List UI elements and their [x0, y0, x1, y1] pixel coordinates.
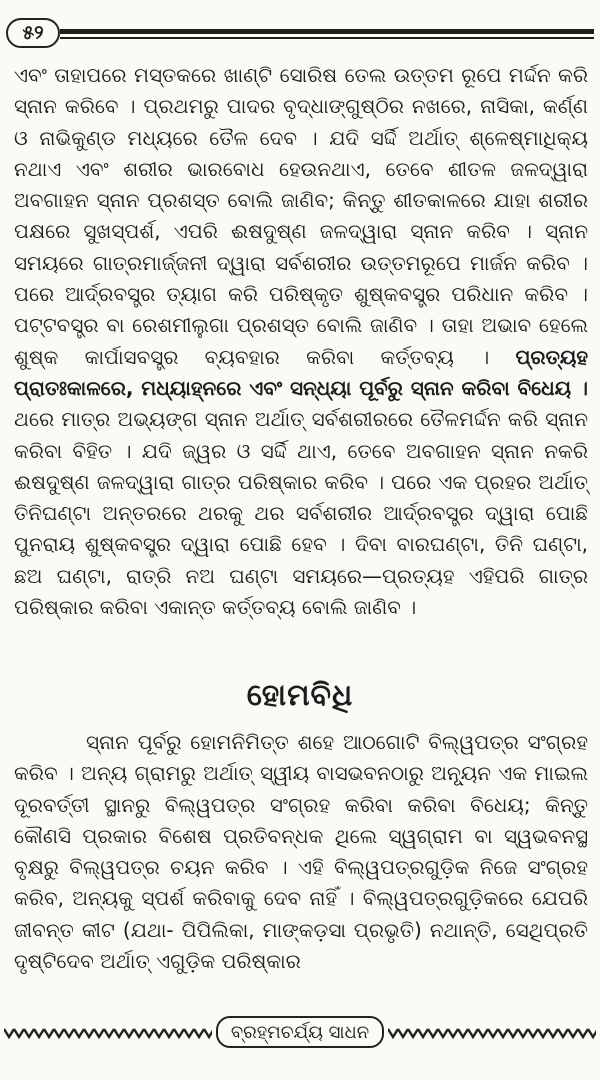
footer-ornament-left — [4, 1026, 212, 1040]
paragraph-text: ଏବଂ ତାହାପରେ ମସ୍ତକରେ ଖାଣ୍ଟି ସୋରିଷ ତେଲ ଉତ୍ତମ ରୂପେ ମର୍ଦ୍ଦନ କରି ସ୍ନାନ କରିବେ । ପ୍ରଥମରୁ ପାଦର ବୃଦ୍ଧାଙ୍ଗୁଷ୍ଠିର ନଖରେ, ନାସିକା, କର୍ଣ୍ଣ ଓ ନାଭିକୁଣ୍ଡ ମଧ୍ୟରେ ତୈଳ ଦେବ । ଯଦି ସର୍ଦ୍ଦି ଅର୍ଥାତ୍ ଶ୍ଳେଷ୍ମାଧିକ୍ୟ ନଥାଏ ଏବଂ ଶରୀର ଭାରବୋଧ ହେଉନଥାଏ, ତେବେ ଶୀତଳ ଜଳଦ୍ୱାରା ଅବଗାହନ ସ୍ନାନ ପ୍ରଶସ୍ତ ବୋଲି ଜାଣିବ; କିନ୍ତୁ ଶୀତକାଳରେ ଯାହା ଶରୀର ପକ୍ଷରେ ସୁଖସ୍ପର୍ଶ, ଏପରି ଈଷଦୁଷ୍ଣ ଜଳଦ୍ୱାରା ସ୍ନାନ କରିବ । ସ୍ନାନ ସମୟରେ ଗାତ୍ରମାର୍ଜ୍ଜନୀ ଦ୍ୱାରା ସର୍ବଶରୀର ଉତ୍ତମରୂପେ ମାର୍ଜନ କରିବ । ପରେ ଆର୍ଦ୍ରବସ୍ତ୍ର ତ୍ୟାଗ କରି ପରିଷ୍କୃତ ଶୁଷ୍କବସ୍ତ୍ର ପରିଧାନ କରିବ । ପଟ୍ଟବସ୍ତ୍ର ବା ରେଶମୀଲୁଗା ପ୍ରଶସ୍ତ ବୋଲି ଜାଣିବ । ତାହା ଅଭାବ ହେଲେ ଶୁଷ୍କ କାର୍ପାସବସ୍ତ୍ର ବ୍ୟବହାର କରିବା କର୍ତ୍ତବ୍ୟ । — [14, 63, 588, 369]
paragraph-text: ଥରେ ମାତ୍ର ଅଭ୍ୟଙ୍ଗ ସ୍ନାନ ଅର୍ଥାତ୍ ସର୍ବଶରୀରରେ ତୈଳମର୍ଦ୍ଦନ କରି ସ୍ନାନ କରିବା ବିହିତ । ଯଦି ଜ୍ୱର ଓ ସର୍ଦ୍ଦି ଥାଏ, ତେବେ ଅବଗାହନ ସ୍ନାନ ନକରି ଈଷଦୁଷ୍ଣ ଜଳଦ୍ୱାରା ଗାତ୍ର ପରିଷ୍କାର କରିବ । ପରେ ଏକ ପ୍ରହର ଅର୍ଥାତ୍ ତିନିଘଣ୍ଟା ଅନ୍ତରରେ ଥରକୁ ଥର ସର୍ବଶରୀର ଆର୍ଦ୍ରବସ୍ତ୍ର ଦ୍ୱାରା ପୋଛି ପୁନରାୟ ଶୁଷ୍କବସ୍ତ୍ର ଦ୍ୱାରା ପୋଛି ହେବ । ଦିବା ବାରଘଣ୍ଟା, ତିନି ଘଣ୍ଟା, ଛଅ ଘଣ୍ଟା, ରାତ୍ରି ନଅ ଘଣ୍ଟା ସମୟରେ—ପ୍ରତ୍ୟହ ଏହିପରି ଗାତ୍ର ପରିଷ୍କାର କରିବା ଏକାନ୍ତ କର୍ତ୍ତବ୍ୟ ବୋଲି ଜାଣିବ । — [14, 407, 588, 620]
emphasized-text: ପ୍ରତ୍ୟହ ପ୍ରାତଃକାଳରେ, ମଧ୍ୟାହ୍ନରେ ଏବଂ ସନ୍ଧ୍ୟା ପୂର୍ବରୁ ସ୍ନାନ କରିବା ବିଧେୟ । — [14, 344, 588, 400]
header-rule-thin — [60, 37, 594, 39]
page-header — [6, 18, 594, 52]
section-body — [14, 727, 588, 977]
footer-ornament-right — [388, 1026, 596, 1040]
header-rule — [60, 29, 594, 34]
paragraph-1 — [14, 60, 588, 623]
page-number: ୫୨ — [6, 18, 60, 48]
section-paragraph: ସ୍ନାନ ପୂର୍ବରୁ ହୋମନିମିତ୍ତ ଶହେ ଆଠଗୋଟି ବିଲ୍ୱପତ୍ର ସଂଗ୍ରହ କରିବ । ଅନ୍ୟ ଗ୍ରାମରୁ ଅର୍ଥାତ୍ ସ୍ୱୀୟ ବାସଭବନଠାରୁ ଅନ୍ୟୂନ ଏକ ମାଇଲ ଦୂରବର୍ତ୍ତୀ ସ୍ଥାନରୁ ବିଲ୍ୱପତ୍ର ସଂଗ୍ରହ କରିବା କରିବା ବିଧେୟ; କିନ୍ତୁ କୌଣସି ପ୍ରକାର ବିଶେଷ ପ୍ରତିବନ୍ଧକ ଥିଲେ ସ୍ୱଗ୍ରାମ ବା ସ୍ୱଭବନସ୍ଥ ବୃକ୍ଷରୁ ବିଲ୍ୱପତ୍ର ଚୟନ କରିବ । ଏହି ବିଲ୍ୱପତ୍ରଗୁଡ଼ିକ ନିଜେ ସଂଗ୍ରହ କରିବ, ଅନ୍ୟକୁ ସ୍ପର୍ଶ କରିବାକୁ ଦେବ ନାହିଁ । ବିଲ୍ୱପତ୍ରଗୁଡ଼ିକରେ ଯେପରି ଜୀବନ୍ତ କୀଟ (ଯଥା- ପିପିଲିକା, ମାଙ୍କଡ଼ସା ପ୍ରଭୃତି) ନଥାନ୍ତି, ସେଥିପ୍ରତି ଦୃଷ୍ଟିଦେବ ଅର୍ଥାତ୍ ଏଗୁଡ଼ିକ ପରିଷ୍କାର — [14, 730, 588, 974]
book-title: ବ୍ରହ୍ମଚର୍ଯ୍ୟ ସାଧନ — [216, 1016, 384, 1048]
section-heading: ହୋମବିଧି — [246, 678, 354, 713]
page-footer — [4, 1012, 596, 1052]
body-paragraph — [14, 60, 588, 623]
